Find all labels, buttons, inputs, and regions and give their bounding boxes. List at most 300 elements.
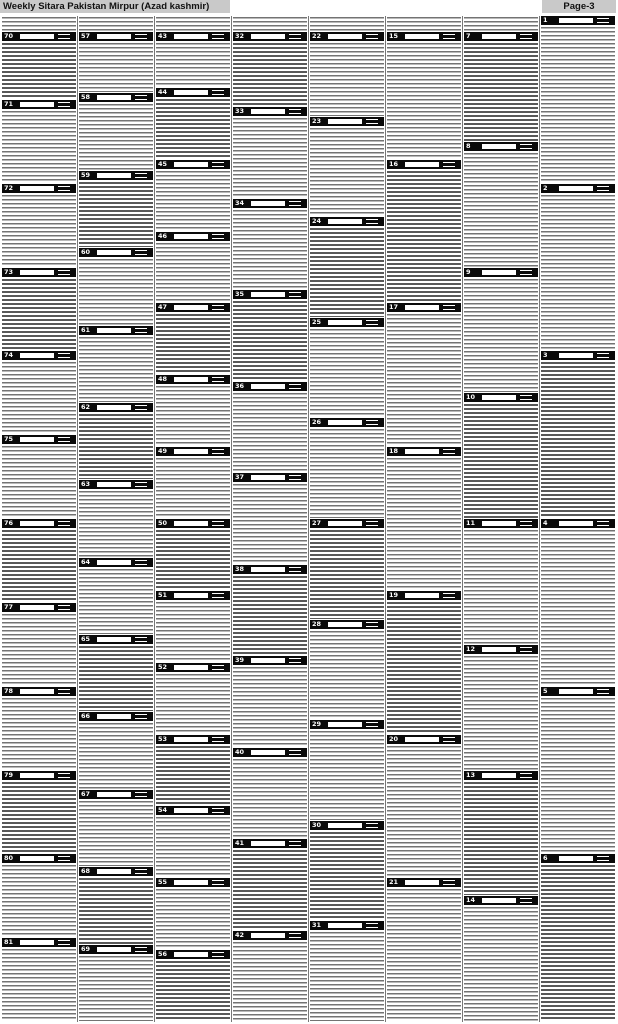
column: [310, 16, 384, 1022]
article-text-block: [233, 576, 307, 655]
entry-header-bar: [464, 771, 538, 780]
article-text-block: [387, 602, 461, 734]
article-text-block: [310, 228, 384, 317]
entry-blank-box: [559, 856, 593, 861]
entry-tag-mark: [58, 940, 70, 945]
article-text-block: [2, 279, 76, 351]
article-text-block: [541, 195, 615, 351]
entry-header-bar: [233, 290, 307, 299]
entry-header-bar: [464, 519, 538, 528]
entry-number: 4: [543, 519, 548, 527]
entry-blank-box: [20, 270, 54, 275]
entry-tag-mark: [212, 952, 224, 957]
entry-number: 71: [4, 99, 14, 108]
entry-header-bar: [2, 268, 76, 277]
entry-blank-box: [20, 940, 54, 945]
entry-blank-box: [405, 593, 439, 598]
article-text-block: [310, 932, 384, 1021]
article-text-block: [233, 759, 307, 838]
entry-number: 27: [312, 519, 322, 527]
entry-blank-box: [559, 353, 593, 358]
entry-blank-box: [328, 823, 362, 828]
entry-header-bar: [156, 663, 230, 672]
column: [2, 16, 76, 1022]
article-text-block: [310, 429, 384, 518]
entry-tag-mark: [135, 947, 147, 952]
article-text-block: [2, 43, 76, 99]
entry-blank-box: [482, 647, 516, 652]
column-divider: [539, 16, 540, 1022]
entry-header-bar: [387, 591, 461, 600]
entry-number: 32: [235, 32, 245, 40]
entry-blank-box: [482, 395, 516, 400]
entry-number: 38: [235, 564, 245, 573]
entry-blank-box: [251, 475, 285, 480]
entry-blank-box: [251, 567, 285, 572]
entry-header-bar: [79, 32, 153, 41]
entry-blank-box: [405, 34, 439, 39]
article-text-block: [79, 646, 153, 711]
article-text-block: [79, 182, 153, 247]
entry-tag-mark: [597, 18, 609, 23]
entry-header-bar: [233, 473, 307, 482]
entry-blank-box: [20, 605, 54, 610]
entry-tag-mark: [289, 567, 301, 572]
article-text-block: [79, 956, 153, 1021]
entry-number: 42: [235, 930, 245, 939]
article-text-block: [79, 878, 153, 943]
article-text-block: [387, 171, 461, 303]
article-text-block: [2, 614, 76, 686]
entry-number: 51: [158, 590, 168, 599]
entry-number: 63: [81, 480, 91, 489]
entry-tag-mark: [289, 34, 301, 39]
entry-tag-mark: [289, 658, 301, 663]
entry-number: 33: [235, 107, 245, 116]
entry-header-bar: [233, 931, 307, 940]
entry-header-bar: [541, 351, 615, 360]
entry-header-bar: [156, 88, 230, 97]
entry-tag-mark: [212, 449, 224, 454]
article-text-block: [79, 491, 153, 556]
entry-header-bar: [541, 184, 615, 193]
entry-header-bar: [2, 771, 76, 780]
entry-header-bar: [2, 687, 76, 696]
entry-blank-box: [20, 521, 54, 526]
entry-tag-mark: [289, 109, 301, 114]
article-text-block: [541, 865, 615, 1021]
entry-tag-mark: [366, 521, 378, 526]
entry-number: 22: [312, 32, 322, 40]
article-text-block: [156, 386, 230, 446]
entry-blank-box: [251, 750, 285, 755]
article-text-block: [156, 17, 230, 31]
article-text-block: [2, 111, 76, 183]
entry-number: 77: [4, 602, 14, 611]
entry-tag-mark: [212, 808, 224, 813]
entry-blank-box: [97, 947, 131, 952]
entry-tag-mark: [135, 792, 147, 797]
entry-blank-box: [251, 384, 285, 389]
column: [79, 16, 153, 1022]
entry-blank-box: [174, 808, 208, 813]
entry-tag-mark: [520, 144, 532, 149]
entry-blank-box: [174, 234, 208, 239]
masthead: [0, 0, 618, 14]
entry-tag-mark: [520, 521, 532, 526]
entry-header-bar: [310, 418, 384, 427]
entry-tag-mark: [135, 560, 147, 565]
article-text-block: [79, 569, 153, 634]
entry-tag-mark: [58, 689, 70, 694]
entry-header-bar: [79, 248, 153, 257]
entry-blank-box: [97, 714, 131, 719]
entry-tag-mark: [135, 250, 147, 255]
entry-tag-mark: [135, 714, 147, 719]
entry-tag-mark: [135, 869, 147, 874]
entry-blank-box: [405, 737, 439, 742]
entry-number: 47: [158, 303, 168, 312]
entry-number: 54: [158, 806, 168, 815]
entry-number: 36: [235, 381, 245, 390]
article-text-block: [310, 832, 384, 921]
entry-header-bar: [2, 854, 76, 863]
article-text-block: [233, 210, 307, 289]
entry-tag-mark: [289, 841, 301, 846]
entry-tag-mark: [212, 593, 224, 598]
entry-tag-mark: [443, 880, 455, 885]
entry-header-bar: [79, 403, 153, 412]
entry-blank-box: [328, 622, 362, 627]
entry-blank-box: [251, 34, 285, 39]
article-text-block: [233, 484, 307, 563]
entry-blank-box: [97, 405, 131, 410]
article-text-block: [310, 43, 384, 116]
entry-number: 66: [81, 712, 91, 721]
entry-number: 62: [81, 402, 91, 411]
entry-number: 55: [158, 878, 168, 887]
entry-header-bar: [464, 32, 538, 41]
entry-header-bar: [310, 519, 384, 528]
entry-number: 19: [389, 590, 399, 599]
entry-number: 48: [158, 375, 168, 384]
entry-number: 1: [543, 16, 548, 24]
article-text-block: [2, 782, 76, 854]
article-text-block: [387, 746, 461, 878]
entry-blank-box: [97, 173, 131, 178]
entry-blank-box: [405, 162, 439, 167]
entry-tag-mark: [289, 201, 301, 206]
entry-number: 53: [158, 734, 168, 743]
entry-tag-mark: [212, 234, 224, 239]
entry-tag-mark: [58, 34, 70, 39]
entry-header-bar: [2, 938, 76, 947]
entry-number: 79: [4, 770, 14, 779]
entry-blank-box: [328, 521, 362, 526]
entry-header-bar: [2, 603, 76, 612]
article-text-block: [464, 782, 538, 896]
entry-number: 37: [235, 473, 245, 482]
entry-number: 20: [389, 734, 399, 743]
entry-blank-box: [482, 144, 516, 149]
entry-tag-mark: [289, 750, 301, 755]
article-text-block: [2, 949, 76, 1021]
entry-header-bar: [310, 720, 384, 729]
article-text-block: [79, 723, 153, 788]
entry-tag-mark: [366, 34, 378, 39]
entry-header-bar: [233, 199, 307, 208]
entry-tag-mark: [58, 186, 70, 191]
entry-number: 11: [466, 519, 476, 527]
entry-blank-box: [97, 792, 131, 797]
entry-tag-mark: [135, 95, 147, 100]
entry-number: 45: [158, 159, 168, 168]
entry-header-bar: [464, 645, 538, 654]
entry-number: 67: [81, 789, 91, 798]
article-text-block: [233, 43, 307, 106]
entry-tag-mark: [366, 622, 378, 627]
article-text-block: [156, 243, 230, 303]
article-text-block: [464, 153, 538, 267]
article-text-block: [2, 362, 76, 434]
entry-number: 68: [81, 867, 91, 876]
column-divider: [308, 16, 309, 1022]
entry-blank-box: [405, 305, 439, 310]
article-text-block: [310, 631, 384, 720]
entry-tag-mark: [443, 449, 455, 454]
entry-tag-mark: [597, 689, 609, 694]
article-text-block: [233, 667, 307, 746]
entry-number: 56: [158, 950, 168, 959]
article-text-block: [387, 889, 461, 1021]
entry-number: 17: [389, 303, 399, 312]
article-text-block: [310, 530, 384, 619]
entry-tag-mark: [520, 647, 532, 652]
entry-blank-box: [174, 952, 208, 957]
entry-header-bar: [233, 565, 307, 574]
entry-blank-box: [251, 658, 285, 663]
article-text-block: [2, 446, 76, 518]
article-text-block: [156, 746, 230, 806]
entry-number: 50: [158, 519, 168, 527]
entry-number: 41: [235, 839, 245, 848]
entry-number: 23: [312, 116, 322, 125]
entry-number: 80: [4, 854, 14, 863]
entry-blank-box: [174, 305, 208, 310]
entry-number: 39: [235, 656, 245, 665]
article-text-block: [2, 195, 76, 267]
entry-number: 10: [466, 393, 476, 402]
entry-tag-mark: [366, 219, 378, 224]
entry-blank-box: [328, 923, 362, 928]
entry-header-bar: [79, 712, 153, 721]
entry-tag-mark: [366, 923, 378, 928]
entry-header-bar: [2, 351, 76, 360]
entry-number: 35: [235, 290, 245, 299]
entry-blank-box: [482, 898, 516, 903]
entry-number: 57: [81, 32, 91, 40]
entry-header-bar: [541, 687, 615, 696]
entry-header-bar: [464, 896, 538, 905]
entry-number: 3: [543, 351, 548, 360]
article-text-block: [156, 530, 230, 590]
entry-number: 40: [235, 747, 245, 756]
entry-tag-mark: [135, 405, 147, 410]
entry-number: 18: [389, 447, 399, 456]
entry-tag-mark: [58, 521, 70, 526]
entry-number: 49: [158, 447, 168, 456]
entry-number: 70: [4, 32, 14, 40]
entry-blank-box: [559, 689, 593, 694]
entry-header-bar: [156, 232, 230, 241]
article-text-block: [79, 259, 153, 324]
entry-header-bar: [387, 878, 461, 887]
entry-blank-box: [482, 270, 516, 275]
entry-number: 74: [4, 351, 14, 360]
entry-blank-box: [20, 856, 54, 861]
entry-tag-mark: [597, 856, 609, 861]
entry-blank-box: [482, 34, 516, 39]
column: [156, 16, 230, 1022]
entry-number: 65: [81, 635, 91, 644]
entry-blank-box: [328, 34, 362, 39]
entry-tag-mark: [58, 605, 70, 610]
entry-blank-box: [251, 292, 285, 297]
article-text-block: [464, 43, 538, 141]
entry-number: 7: [466, 32, 471, 40]
entry-tag-mark: [58, 270, 70, 275]
entry-header-bar: [464, 268, 538, 277]
entry-header-bar: [310, 620, 384, 629]
entry-header-bar: [2, 519, 76, 528]
entry-blank-box: [559, 521, 593, 526]
entry-header-bar: [310, 921, 384, 930]
entry-number: 29: [312, 720, 322, 729]
entry-blank-box: [97, 482, 131, 487]
entry-number: 52: [158, 662, 168, 671]
entry-tag-mark: [520, 773, 532, 778]
column-divider: [77, 16, 78, 1022]
entry-blank-box: [174, 162, 208, 167]
entry-number: 5: [543, 686, 548, 695]
entry-number: 14: [466, 896, 476, 905]
article-text-block: [541, 530, 615, 686]
entry-number: 59: [81, 170, 91, 179]
article-text-block: [310, 128, 384, 217]
entry-tag-mark: [212, 737, 224, 742]
article-text-block: [387, 17, 461, 31]
entry-header-bar: [156, 591, 230, 600]
entry-header-bar: [156, 303, 230, 312]
article-text-block: [387, 314, 461, 446]
article-text-block: [79, 43, 153, 92]
entry-tag-mark: [597, 353, 609, 358]
entry-header-bar: [464, 142, 538, 151]
article-text-block: [79, 801, 153, 866]
newspaper-title: Weekly Sitara Pakistan Mirpur (Azad kashmir): [0, 0, 230, 13]
article-text-block: [156, 43, 230, 87]
article-text-block: [387, 43, 461, 159]
entry-blank-box: [97, 250, 131, 255]
entry-blank-box: [97, 328, 131, 333]
article-text-block: [156, 602, 230, 662]
entry-header-bar: [79, 326, 153, 335]
entry-number: 34: [235, 198, 245, 207]
entry-number: 61: [81, 325, 91, 334]
article-text-block: [156, 674, 230, 734]
entry-header-bar: [541, 16, 615, 25]
article-text-block: [233, 393, 307, 472]
column-divider: [231, 16, 232, 1022]
entry-number: 46: [158, 231, 168, 240]
article-text-block: [156, 171, 230, 231]
entry-header-bar: [387, 735, 461, 744]
entry-tag-mark: [366, 420, 378, 425]
entry-tag-mark: [366, 823, 378, 828]
article-text-block: [79, 17, 153, 31]
article-text-block: [233, 850, 307, 929]
entry-header-bar: [79, 790, 153, 799]
page-number-label: Page-3: [542, 0, 616, 13]
entry-header-bar: [310, 821, 384, 830]
article-text-block: [541, 698, 615, 854]
entry-header-bar: [79, 171, 153, 180]
entry-tag-mark: [135, 637, 147, 642]
entry-header-bar: [156, 447, 230, 456]
article-text-block: [541, 362, 615, 518]
article-text-block: [464, 530, 538, 644]
article-text-block: [156, 889, 230, 949]
entry-blank-box: [328, 722, 362, 727]
entry-header-bar: [79, 635, 153, 644]
entry-header-bar: [2, 100, 76, 109]
entry-tag-mark: [366, 119, 378, 124]
entry-header-bar: [79, 945, 153, 954]
entry-tag-mark: [58, 102, 70, 107]
column: [233, 16, 307, 1022]
entry-tag-mark: [58, 856, 70, 861]
entry-blank-box: [328, 119, 362, 124]
article-text-block: [156, 817, 230, 877]
entry-number: 21: [389, 878, 399, 887]
entry-header-bar: [541, 519, 615, 528]
entry-number: 16: [389, 159, 399, 168]
entry-number: 26: [312, 418, 322, 427]
article-text-block: [79, 414, 153, 479]
column-divider: [462, 16, 463, 1022]
entry-blank-box: [97, 560, 131, 565]
entry-number: 13: [466, 770, 476, 779]
entry-blank-box: [97, 637, 131, 642]
entry-header-bar: [310, 117, 384, 126]
entry-header-bar: [156, 878, 230, 887]
entry-header-bar: [310, 318, 384, 327]
article-text-block: [310, 17, 384, 31]
column: [541, 16, 615, 1022]
entry-blank-box: [20, 437, 54, 442]
article-text-block: [233, 118, 307, 197]
entry-blank-box: [174, 449, 208, 454]
entry-tag-mark: [520, 270, 532, 275]
entry-blank-box: [97, 95, 131, 100]
entry-number: 69: [81, 944, 91, 953]
entry-number: 76: [4, 519, 14, 527]
entry-number: 6: [543, 854, 548, 863]
entry-header-bar: [2, 435, 76, 444]
entry-blank-box: [251, 201, 285, 206]
entry-header-bar: [2, 32, 76, 41]
column-divider: [385, 16, 386, 1022]
